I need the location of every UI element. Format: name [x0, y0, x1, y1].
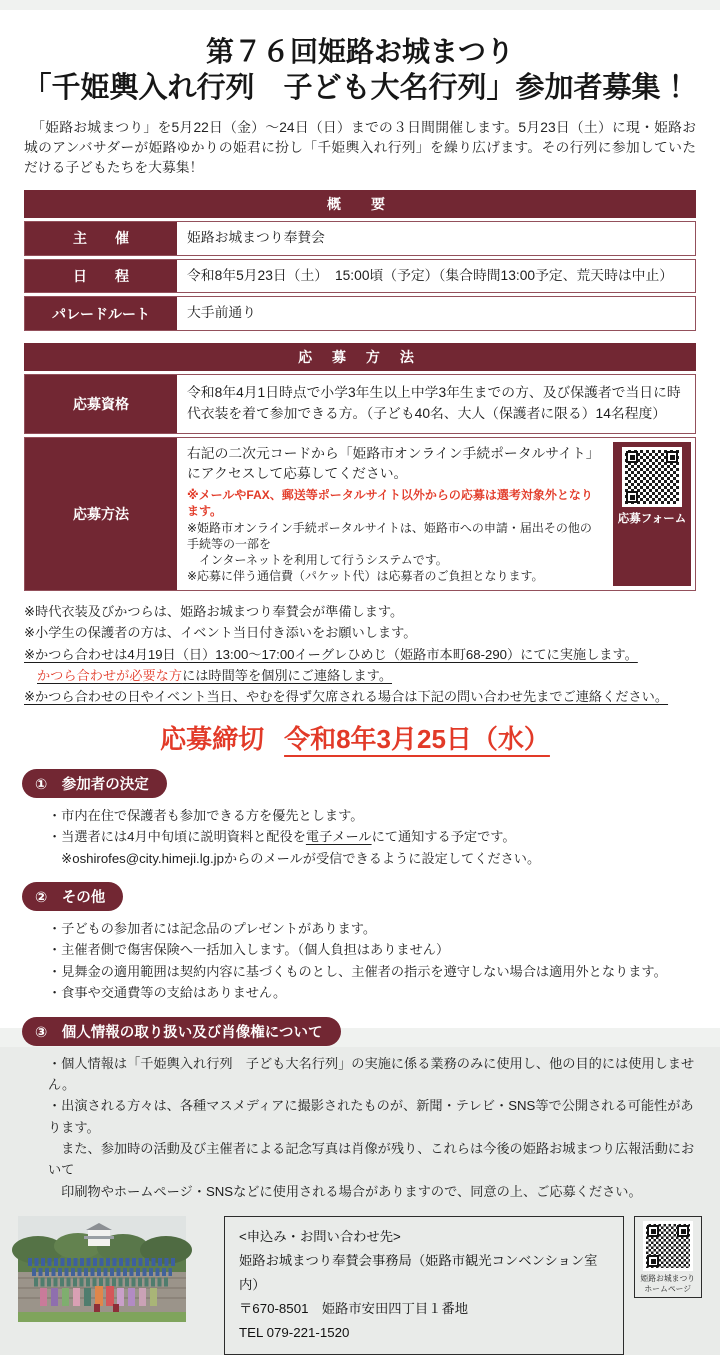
method-note-red: ※メールやFAX、郵送等ポータルサイト以外からの応募は選考対象外となります。 — [187, 488, 593, 519]
section3-badge: ③ 個人情報の取り扱い及び肖像権について — [22, 1017, 341, 1046]
list-item: ・食事や交通費等の支給はありません。 — [48, 985, 287, 1001]
method-note-3: ※応募に伴う通信費（パケット代）は応募者のご負担となります。 — [187, 569, 544, 584]
application-form-qr-code-icon — [622, 447, 682, 507]
title-line2: 「千姫輿入れ行列 子ども大名行列」参加者募集 ！ — [22, 72, 698, 105]
deadline-label: 応募締切 — [160, 723, 265, 754]
note-wig-fitting: ※かつら合わせは4月19日（日）13:00〜17:00イーグレひめじ（姫路市本町68-290）にてに実施します。 — [24, 646, 638, 662]
s1-item2-underlined: 電子メール — [305, 829, 372, 845]
section3-items — [48, 1053, 696, 1203]
homepage-qr-panel — [634, 1216, 702, 1298]
overview-value-schedule: 令和8年5月23日（土） 15:00頃（予定）（集合時間13:00予定、荒天時は中止） — [177, 260, 695, 293]
overview-label-organizer: 主 催 — [25, 222, 177, 255]
homepage-qr-label-line1: 姫路お城まつり — [640, 1273, 696, 1284]
table-row — [24, 221, 696, 256]
list-item: ・市内在住で保護者も参加できる方を優先とします。 — [48, 807, 364, 823]
qr-finder-icon — [666, 451, 678, 463]
list-item — [48, 826, 696, 847]
method-text: 右記の二次元コードから「姫路市オンライン手続ポータルサイト」にアクセスして応募してください。 — [187, 446, 600, 482]
method-cell — [177, 438, 695, 590]
note-costume: ※時代衣装及びかつらは、姫路お城まつり奉賛会が準備します。 — [24, 604, 404, 620]
list-item: ・主催者側で傷害保険へ一括加入します。（個人負担はありません） — [48, 942, 450, 958]
s1-item2-post: にて通知する予定です。 — [371, 829, 516, 845]
note-wig-contact — [24, 665, 696, 686]
list-item: ・出演される方々は、各種マスメディアに撮影されたものが、新聞・テレビ・SNS等で公開される可能性があります。 — [48, 1098, 694, 1135]
overview-label-route: パレードルート — [25, 297, 177, 330]
table-row — [24, 374, 696, 434]
qualification-text: 令和8年4月1日時点で小学3年生以上中学3年生までの方、及び保護者で当日に時代衣装を着て参加できる方。（子ども40名、大人（保護者に限る）14名程度） — [177, 375, 695, 433]
contact-box — [224, 1216, 624, 1355]
note-wig-contact-rest: には時間等を個別にご連絡します。 — [182, 667, 393, 683]
overview-value-organizer: 姫路お城まつり奉賛会 — [177, 222, 695, 255]
page-title — [0, 34, 720, 108]
method-note-2a: ※姫路市オンライン手続ポータルサイトは、姫路市への申請・届出その他の手続等の一部を — [187, 520, 592, 551]
overview-table — [24, 190, 696, 331]
section1-badge: ① 参加者の決定 — [22, 769, 167, 798]
s1-item2-pre: ・当選者には4月中旬頃に説明資料と配役を — [48, 829, 306, 845]
list-item: ・子どもの参加者には記念品のプレゼントがあります。 — [48, 921, 377, 937]
section1-items — [48, 805, 696, 869]
flyer-page — [0, 10, 720, 1340]
contact-title: <申込み・お問い合わせ先> — [239, 1229, 401, 1245]
footer-row — [18, 1216, 702, 1355]
intro-paragraph: 「姫路お城まつり」を5月22日（金）〜24日（日）までの３日間開催します。5月23日（土）に現・姫路お城のアンバサダーが姫路ゆかりの姫君に扮し「千姫輿入れ行列」を繰り広げます。その行列に参加していただける子どもたちを大募集！ — [24, 120, 696, 176]
overview-value-route: 大手前通り — [177, 297, 695, 330]
application-table — [24, 343, 696, 591]
overview-header: 概 要 — [24, 190, 696, 218]
note-guardian: ※小学生の保護者の方は、イベント当日付き添いをお願いします。 — [24, 625, 417, 641]
application-header: 応 募 方 法 — [24, 343, 696, 371]
section2-badge: ② その他 — [22, 882, 123, 911]
deadline-date: 令和8年3月25日（水） — [284, 723, 550, 754]
note-wig-contact-red: かつら合わせが必要な方 — [37, 667, 183, 683]
overview-label-schedule: 日 程 — [25, 260, 177, 293]
list-item: また、参加時の活動及び主催者による記念写真は肖像が残り、これらは今後の姫路お城まつり広報活動において — [48, 1141, 695, 1178]
title-line1: 第７６回姫路お城まつり — [205, 36, 514, 67]
application-form-qr-panel — [613, 442, 691, 586]
homepage-qr-label-line2: ホームページ — [644, 1283, 692, 1293]
contact-address: 〒670-8501 姫路市安田四丁目１番地 — [239, 1300, 469, 1316]
list-item: ・見舞金の適用範囲は契約内容に基づくものとし、主催者の指示を遵守しない場合は適用外となります。 — [48, 963, 667, 979]
table-row — [24, 259, 696, 294]
notes-list — [24, 601, 696, 707]
note-absence: ※かつら合わせの日やイベント当日、やむを得ず欠席される場合は下記の問い合わせ先までご連絡ください。 — [24, 688, 669, 704]
qualification-label: 応募資格 — [25, 375, 177, 433]
list-item: 印刷物やホームページ・SNSなどに使用される場合がありますので、同意の上、ご応募ください。 — [48, 1183, 642, 1199]
table-row — [24, 296, 696, 331]
qr-finder-icon — [677, 1225, 689, 1237]
list-item: ・個人情報は「千姫輿入れ行列 子ども大名行列」の実施に係る業務のみに使用し、他の目的には使用しません。 — [48, 1055, 695, 1092]
contact-office: 姫路お城まつり奉賛会事務局（姫路市観光コンベンション室内） — [239, 1253, 598, 1292]
group-photo — [18, 1216, 186, 1322]
application-deadline — [0, 719, 720, 756]
qr-finder-icon — [626, 491, 638, 503]
qr-finder-icon — [647, 1255, 659, 1267]
qr-finder-icon — [647, 1225, 659, 1237]
homepage-qr-code-icon — [643, 1221, 693, 1271]
list-item: ※oshirofes@city.himeji.lg.jpからのメールが受信できるように設定してください。 — [48, 850, 541, 866]
section2-items — [48, 918, 696, 1004]
application-form-qr-label: 応募フォーム — [617, 513, 687, 526]
method-notes — [187, 487, 603, 584]
contact-phone: TEL 079-221-1520 — [239, 1324, 350, 1340]
table-row — [24, 437, 696, 591]
method-label: 応募方法 — [25, 438, 177, 590]
method-note-2b: インターネットを利用して行うシステムです。 — [187, 552, 448, 567]
homepage-qr-label — [641, 1274, 696, 1294]
qr-finder-icon — [626, 451, 638, 463]
